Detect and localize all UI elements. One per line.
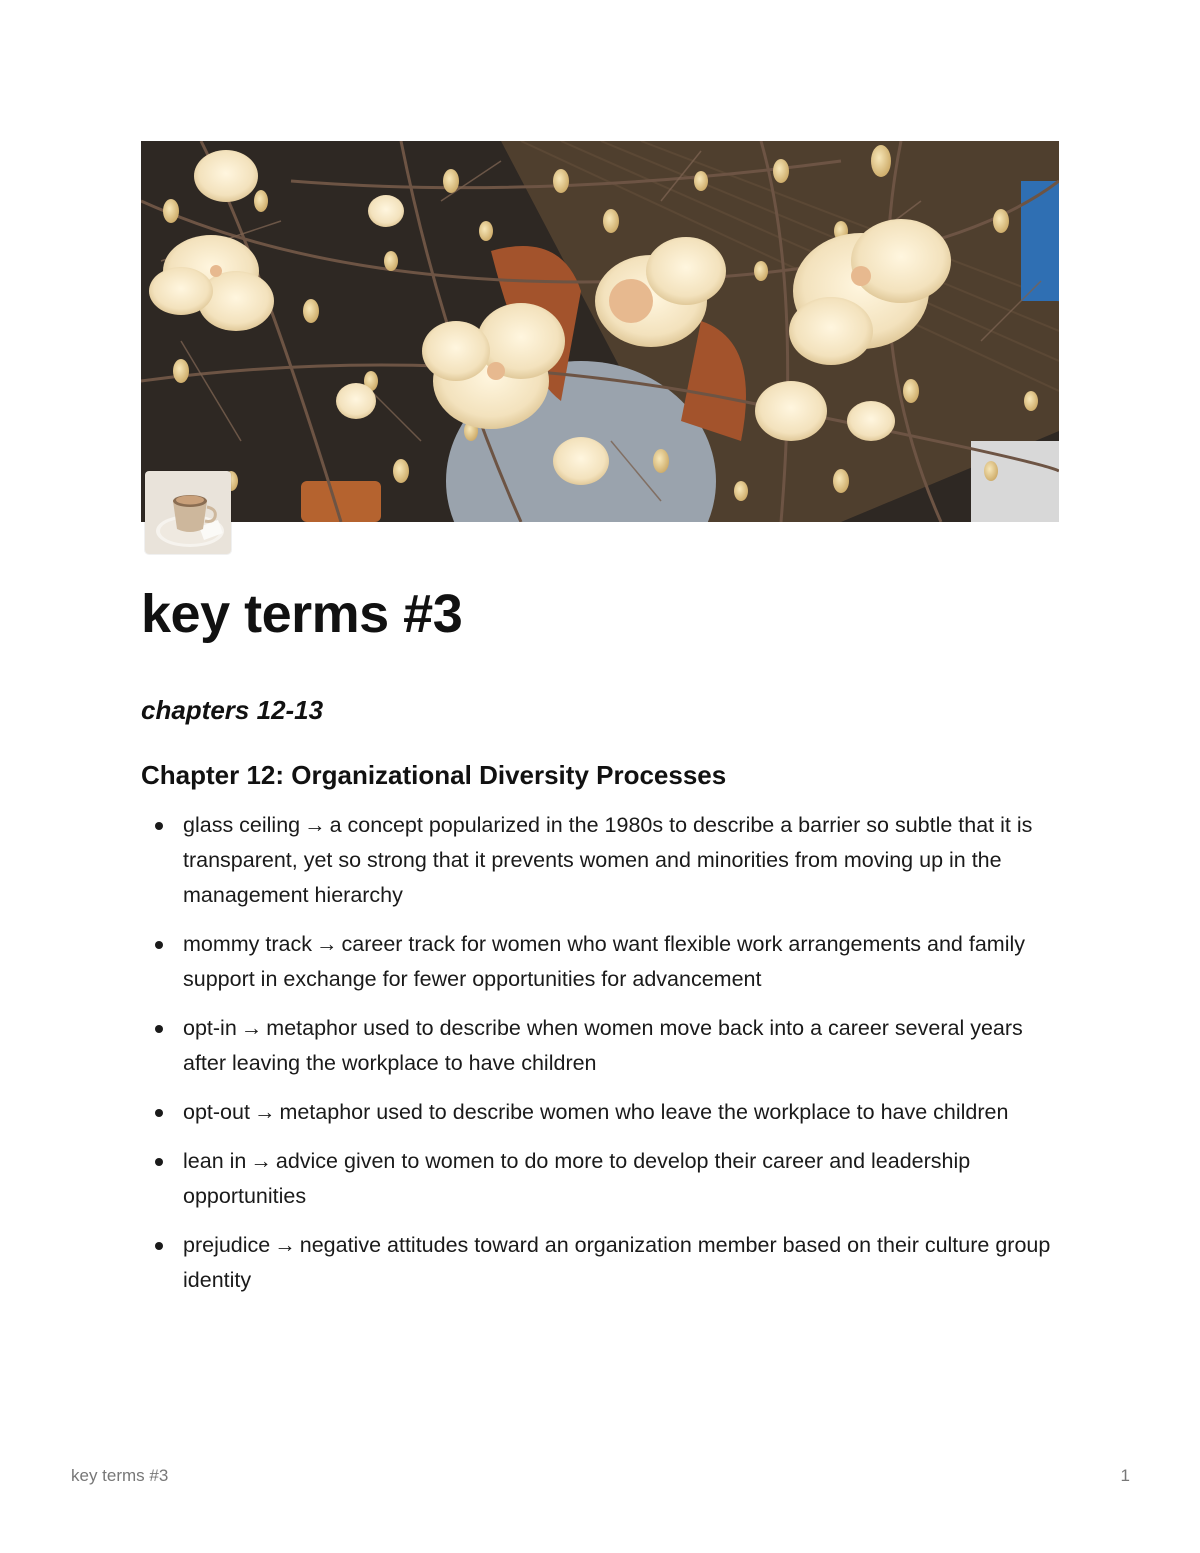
term-name: opt-in [183, 1016, 237, 1040]
arrow-icon: → [240, 1016, 263, 1040]
cover-image [141, 141, 1059, 522]
arrow-icon: → [250, 1149, 272, 1173]
term-definition: metaphor used to describe women who leave the workplace to have children [279, 1100, 1009, 1124]
bullet-icon [155, 1025, 163, 1033]
list-item [141, 808, 1071, 913]
term-name: prejudice [183, 1233, 271, 1257]
list-item [141, 1011, 1071, 1081]
page-number: 1 [1120, 1466, 1130, 1485]
term-definition: negative attitudes toward an organization member based on their culture group identity [183, 1233, 1051, 1292]
arrow-icon: → [274, 1233, 296, 1257]
term-name: lean in [183, 1149, 247, 1173]
term-name: glass ceiling [183, 813, 301, 837]
footer-title: key terms #3 [71, 1466, 169, 1485]
list-item [141, 1095, 1071, 1130]
page-subtitle: chapters 12-13 [141, 695, 324, 725]
bullet-icon [155, 941, 163, 949]
term-name: opt-out [183, 1100, 250, 1124]
list-item [141, 927, 1071, 997]
term-definition: advice given to women to do more to develop their career and leadership opportunities [183, 1149, 971, 1208]
key-terms-list [141, 808, 1071, 1312]
term-name: mommy track [183, 932, 312, 956]
term-definition: metaphor used to describe when women move back into a career several years after leaving the workplace to have children [183, 1016, 1023, 1075]
list-item [141, 1228, 1071, 1298]
term-definition: career track for women who want flexible work arrangements and family support in exchange for fewer opportunities for advancement [183, 932, 1026, 991]
arrow-icon: → [304, 813, 326, 837]
page-title: key terms #3 [141, 584, 463, 644]
term-definition: a concept popularized in the 1980s to describe a barrier so subtle that it is transparent, yet so strong that it prevents women and minorities from moving up in the management hierarchy [183, 813, 1033, 907]
bullet-icon [155, 1242, 163, 1250]
arrow-icon: → [253, 1100, 276, 1124]
bullet-icon [155, 822, 163, 830]
arrow-icon: → [316, 932, 338, 956]
section-heading: Chapter 12: Organizational Diversity Processes [141, 760, 727, 790]
page-icon[interactable] [145, 471, 231, 554]
list-item [141, 1144, 1071, 1214]
bullet-icon [155, 1158, 163, 1166]
bullet-icon [155, 1109, 163, 1117]
